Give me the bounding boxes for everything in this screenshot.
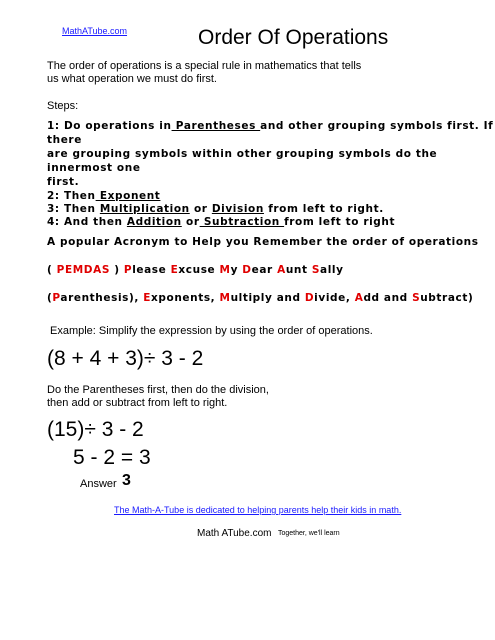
mnemonic-word-rest: ear: [251, 264, 278, 276]
step-1-line-3: are grouping symbols within other grouping symbols do the: [47, 148, 438, 160]
step-4-prefix: 4: And then: [47, 216, 127, 228]
pemdas-close: ): [109, 264, 124, 276]
meaning-word-rest: dd and: [363, 292, 413, 304]
answer-value: 3: [122, 472, 131, 489]
step-3-suffix: from left to right.: [263, 203, 384, 215]
answer-label: Answer: [80, 478, 117, 490]
mnemonic-initial: M: [219, 264, 231, 276]
meaning-initial: E: [143, 292, 152, 304]
mnemonic-word-rest: lease: [132, 264, 171, 276]
example-note-1: Do the Parentheses first, then do the division,: [47, 384, 269, 396]
mnemonic-word-rest: xcuse: [178, 264, 220, 276]
example-expression: (8 + 4 + 3)÷ 3 - 2: [47, 347, 204, 370]
pemdas-meaning: [47, 292, 473, 304]
step-1-suffix: and other grouping symbols first. If: [260, 120, 494, 132]
meaning-word-rest: ultiply and: [230, 292, 305, 304]
acronym-heading: A popular Acronym to Help you Remember the order of operations: [47, 236, 479, 248]
footer-link[interactable]: The Math-A-Tube is dedicated to helping parents help their kids in math.: [114, 505, 402, 515]
meaning-initial: P: [52, 292, 61, 304]
mnemonic-word-rest: y: [230, 264, 243, 276]
mnemonic-word-rest: ally: [320, 264, 344, 276]
intro-line-2: us what operation we must do first.: [47, 73, 217, 85]
mnemonic-initial: A: [277, 264, 286, 276]
mnemonic-word-rest: unt: [285, 264, 312, 276]
step-3: [47, 203, 384, 215]
step-4-subtraction: Subtraction: [199, 216, 285, 228]
pemdas-open: (: [47, 264, 57, 276]
meaning-initial: M: [219, 292, 231, 304]
example-prompt: Example: Simplify the expression by using the order of operations.: [50, 325, 373, 337]
step-4-suffix: from left to right: [284, 216, 396, 228]
example-step-1: (15)÷ 3 - 2: [47, 418, 144, 441]
mnemonic-initial: P: [123, 264, 133, 276]
step-4: [47, 216, 395, 228]
mnemonic-initial: S: [311, 264, 321, 276]
step-1-line-1: [47, 120, 493, 132]
pemdas-word: PEMDAS: [56, 264, 110, 276]
page-title: Order Of Operations: [198, 26, 389, 49]
step-2-exponent: Exponent: [95, 190, 161, 202]
example-step-2: 5 - 2 = 3: [73, 446, 151, 469]
step-1-line-4: innermost one: [47, 162, 141, 174]
step-3-division: Division: [211, 203, 264, 215]
meaning-initial: A: [354, 292, 364, 304]
step-1-line-5: first.: [47, 176, 80, 188]
mnemonic-initial: D: [242, 264, 252, 276]
steps-heading: Steps:: [47, 100, 79, 112]
meaning-word-rest: ivide,: [314, 292, 355, 304]
step-3-or: or: [189, 203, 212, 215]
meaning-word-rest: arenthesis),: [60, 292, 144, 304]
meaning-open-paren: (: [47, 292, 53, 304]
footer-tagline: Together, we'll learn: [278, 530, 340, 537]
pemdas-line: [47, 264, 344, 276]
example-note-2: then add or subtract from left to right.: [47, 397, 228, 409]
meaning-initial: S: [412, 292, 421, 304]
step-2-prefix: 2: Then: [47, 190, 96, 202]
step-3-multiplication: Multiplication: [99, 203, 190, 215]
site-link[interactable]: MathATube.com: [62, 26, 128, 36]
meaning-initial: D: [304, 292, 315, 304]
meaning-word-rest: ubtract): [420, 292, 474, 304]
mnemonic-initial: E: [170, 264, 179, 276]
step-3-prefix: 3: Then: [47, 203, 100, 215]
step-1-line-2: there: [47, 134, 82, 146]
step-1-parentheses: Parentheses: [171, 120, 261, 132]
meaning-word-rest: xponents,: [151, 292, 220, 304]
step-2: [47, 190, 160, 202]
footer-site: Math ATube.com: [197, 528, 272, 539]
intro-line-1: The order of operations is a special rule in mathematics that tells: [47, 60, 362, 72]
mnemonic-phrase: [124, 264, 344, 276]
step-4-addition: Addition: [126, 216, 182, 228]
step-4-or: or: [181, 216, 200, 228]
step-1-prefix: 1: Do operations in: [47, 120, 172, 132]
